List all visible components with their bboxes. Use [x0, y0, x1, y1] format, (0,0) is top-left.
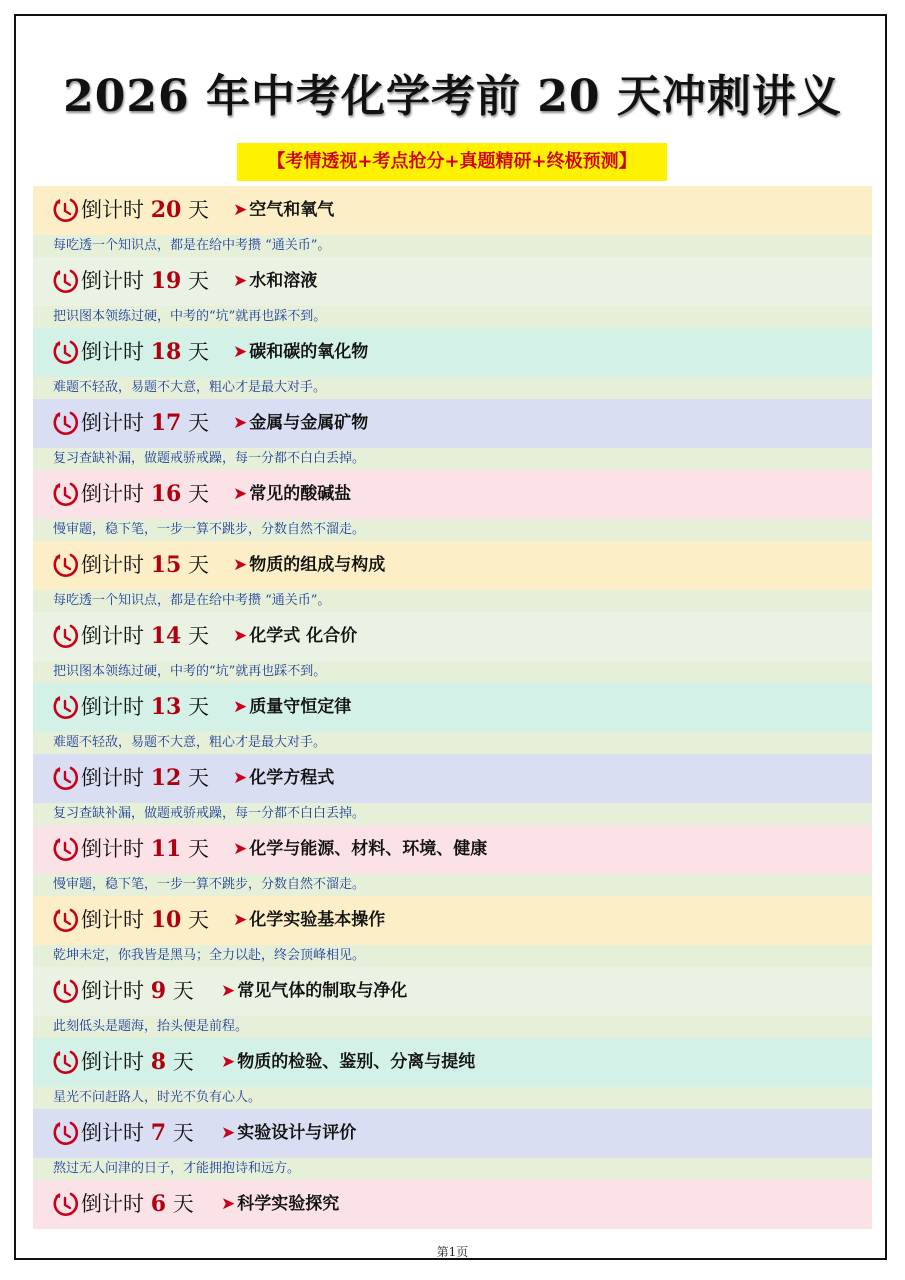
topic-text: 化学实验基本操作	[249, 910, 386, 930]
countdown-prefix: 倒计时	[81, 1192, 144, 1216]
topic-title	[233, 612, 357, 661]
countdown-suffix: 天	[188, 908, 209, 932]
countdown-prefix: 倒计时	[81, 979, 144, 1003]
countdown-day	[33, 896, 872, 967]
countdown-number: 7	[150, 1120, 166, 1146]
topic-text: 物质的组成与构成	[249, 555, 386, 575]
arrow-icon: ➤	[233, 484, 248, 504]
motto-line: 把识图本领练过硬，中考的“坑”就再也踩不到。	[33, 661, 872, 683]
countdown-label	[81, 825, 209, 874]
motto-line: 每吃透一个知识点，都是在给中考攒 “通关币”。	[33, 590, 872, 612]
topic-title	[233, 896, 385, 945]
countdown-day	[33, 541, 872, 612]
countdown-header	[33, 328, 872, 377]
topic-title	[221, 1180, 339, 1229]
motto-line: 复习查缺补漏，做题戒骄戒躁，每一分都不白白丢掉。	[33, 448, 872, 470]
countdown-label	[81, 967, 194, 1016]
clock-icon	[51, 196, 79, 224]
clock-icon	[51, 551, 79, 579]
page-number: 第1页	[436, 1245, 469, 1259]
countdown-label	[81, 896, 209, 945]
countdown-prefix: 倒计时	[81, 1121, 144, 1145]
countdown-label	[81, 186, 209, 235]
countdown-header	[33, 257, 872, 306]
clock-icon	[51, 977, 79, 1005]
countdown-label	[81, 754, 209, 803]
countdown-prefix: 倒计时	[81, 837, 144, 861]
topic-title	[221, 1109, 356, 1158]
countdown-prefix: 倒计时	[81, 624, 144, 648]
countdown-number: 11	[150, 836, 182, 862]
countdown-label	[81, 1109, 194, 1158]
clock-icon	[51, 835, 79, 863]
topic-title	[233, 683, 351, 732]
countdown-day	[33, 754, 872, 825]
motto-line: 慢审题，稳下笔，一步一算不跳步，分数自然不溜走。	[33, 519, 872, 541]
countdown-prefix: 倒计时	[81, 908, 144, 932]
topic-text: 化学式 化合价	[249, 626, 358, 646]
clock-icon	[51, 906, 79, 934]
countdown-suffix: 天	[188, 553, 209, 577]
topic-text: 质量守恒定律	[249, 697, 352, 717]
clock-icon	[51, 622, 79, 650]
topic-title	[233, 470, 351, 519]
countdown-number: 10	[150, 907, 182, 933]
clock-icon	[51, 480, 79, 508]
countdown-day	[33, 470, 872, 541]
countdown-suffix: 天	[188, 269, 209, 293]
countdown-prefix: 倒计时	[81, 1050, 144, 1074]
topic-title	[233, 328, 368, 377]
countdown-suffix: 天	[188, 198, 209, 222]
countdown-day	[33, 186, 872, 257]
page-title: 2026 年中考化学考前 20 天冲刺讲义	[63, 71, 842, 122]
topic-title	[233, 825, 487, 874]
countdown-header	[33, 1180, 872, 1229]
countdown-suffix: 天	[172, 1050, 194, 1074]
countdown-suffix: 天	[172, 1121, 194, 1145]
topic-text: 常见的酸碱盐	[249, 484, 352, 504]
arrow-icon: ➤	[233, 413, 248, 433]
arrow-icon: ➤	[221, 1194, 236, 1214]
countdown-number: 18	[150, 339, 182, 365]
topic-title	[221, 967, 407, 1016]
countdown-prefix: 倒计时	[81, 411, 144, 435]
topic-text: 常见气体的制取与净化	[237, 981, 408, 1001]
topic-text: 金属与金属矿物	[249, 413, 369, 433]
countdown-suffix: 天	[172, 1192, 194, 1216]
arrow-icon: ➤	[233, 697, 248, 717]
countdown-day	[33, 612, 872, 683]
countdown-day	[33, 683, 872, 754]
countdown-number: 6	[150, 1191, 166, 1217]
motto-line: 把识图本领练过硬，中考的“坑”就再也踩不到。	[33, 306, 872, 328]
motto-line: 熬过无人问津的日子，才能拥抱诗和远方。	[33, 1158, 872, 1180]
countdown-suffix: 天	[188, 411, 209, 435]
topic-text: 化学与能源、材料、环境、健康	[249, 839, 488, 859]
countdown-number: 12	[150, 765, 182, 791]
countdown-number: 13	[150, 694, 182, 720]
countdown-header	[33, 754, 872, 803]
countdown-day	[33, 1180, 872, 1251]
countdown-number: 15	[150, 552, 182, 578]
countdown-day	[33, 399, 872, 470]
motto-line: 难题不轻敌，易题不大意，粗心才是最大对手。	[33, 377, 872, 399]
arrow-icon: ➤	[233, 626, 248, 646]
clock-icon	[51, 764, 79, 792]
countdown-label	[81, 399, 209, 448]
countdown-prefix: 倒计时	[81, 766, 144, 790]
countdown-suffix: 天	[172, 979, 194, 1003]
subtitle-banner: 【考情透视+考点抢分+真题精研+终极预测】	[237, 143, 667, 181]
arrow-icon: ➤	[233, 910, 248, 930]
motto-line: 星光不问赶路人，时光不负有心人。	[33, 1087, 872, 1109]
countdown-header	[33, 1109, 872, 1158]
motto-line: 慢审题，稳下笔，一步一算不跳步，分数自然不溜走。	[33, 874, 872, 896]
topic-text: 物质的检验、鉴别、分离与提纯	[237, 1052, 476, 1072]
topic-text: 水和溶液	[249, 271, 318, 291]
countdown-suffix: 天	[188, 624, 209, 648]
countdown-label	[81, 328, 209, 377]
topic-text: 空气和氧气	[249, 200, 335, 220]
countdown-label	[81, 541, 209, 590]
arrow-icon: ➤	[233, 271, 248, 291]
countdown-header	[33, 186, 872, 235]
countdown-header	[33, 825, 872, 874]
topic-text: 科学实验探究	[237, 1194, 340, 1214]
countdown-label	[81, 257, 209, 306]
countdown-header	[33, 470, 872, 519]
topic-title	[233, 754, 334, 803]
countdown-header	[33, 541, 872, 590]
countdown-suffix: 天	[188, 837, 209, 861]
topic-title	[233, 186, 334, 235]
countdown-day	[33, 967, 872, 1038]
arrow-icon: ➤	[221, 981, 236, 1001]
topic-title	[233, 257, 317, 306]
topic-text: 碳和碳的氧化物	[249, 342, 369, 362]
motto-line: 此刻低头是题海，抬头便是前程。	[33, 1016, 872, 1038]
arrow-icon: ➤	[221, 1052, 236, 1072]
clock-icon	[51, 267, 79, 295]
countdown-list	[33, 186, 872, 1251]
countdown-number: 8	[150, 1049, 166, 1075]
countdown-header	[33, 1038, 872, 1087]
topic-title	[221, 1038, 475, 1087]
arrow-icon: ➤	[233, 768, 248, 788]
countdown-number: 14	[150, 623, 182, 649]
countdown-label	[81, 612, 209, 661]
countdown-day	[33, 1109, 872, 1180]
arrow-icon: ➤	[221, 1123, 236, 1143]
countdown-number: 20	[150, 197, 182, 223]
countdown-prefix: 倒计时	[81, 553, 144, 577]
countdown-day	[33, 328, 872, 399]
countdown-label	[81, 683, 209, 732]
clock-icon	[51, 338, 79, 366]
countdown-day	[33, 1038, 872, 1109]
motto-line: 每吃透一个知识点，都是在给中考攒 “通关币”。	[33, 235, 872, 257]
clock-icon	[51, 1190, 79, 1218]
countdown-header	[33, 399, 872, 448]
countdown-label	[81, 1038, 194, 1087]
countdown-label	[81, 470, 209, 519]
topic-title	[233, 541, 385, 590]
topic-title	[233, 399, 368, 448]
arrow-icon: ➤	[233, 555, 248, 575]
countdown-suffix: 天	[188, 340, 209, 364]
countdown-prefix: 倒计时	[81, 695, 144, 719]
countdown-header	[33, 967, 872, 1016]
countdown-suffix: 天	[188, 766, 209, 790]
countdown-header	[33, 683, 872, 732]
countdown-prefix: 倒计时	[81, 340, 144, 364]
countdown-suffix: 天	[188, 482, 209, 506]
countdown-number: 19	[150, 268, 182, 294]
topic-text: 实验设计与评价	[237, 1123, 357, 1143]
arrow-icon: ➤	[233, 342, 248, 362]
countdown-number: 17	[150, 410, 182, 436]
countdown-day	[33, 825, 872, 896]
motto-line: 复习查缺补漏，做题戒骄戒躁，每一分都不白白丢掉。	[33, 803, 872, 825]
countdown-header	[33, 612, 872, 661]
countdown-prefix: 倒计时	[81, 198, 144, 222]
countdown-suffix: 天	[188, 695, 209, 719]
countdown-number: 16	[150, 481, 182, 507]
clock-icon	[51, 1048, 79, 1076]
countdown-header	[33, 896, 872, 945]
arrow-icon: ➤	[233, 839, 248, 859]
arrow-icon: ➤	[233, 200, 248, 220]
motto-line: 难题不轻敌，易题不大意，粗心才是最大对手。	[33, 732, 872, 754]
clock-icon	[51, 693, 79, 721]
motto-line: 乾坤未定，你我皆是黑马；全力以赴，终会顶峰相见。	[33, 945, 872, 967]
countdown-label	[81, 1180, 194, 1229]
countdown-number: 9	[150, 978, 166, 1004]
countdown-prefix: 倒计时	[81, 482, 144, 506]
countdown-prefix: 倒计时	[81, 269, 144, 293]
countdown-day	[33, 257, 872, 328]
clock-icon	[51, 1119, 79, 1147]
clock-icon	[51, 409, 79, 437]
topic-text: 化学方程式	[249, 768, 335, 788]
